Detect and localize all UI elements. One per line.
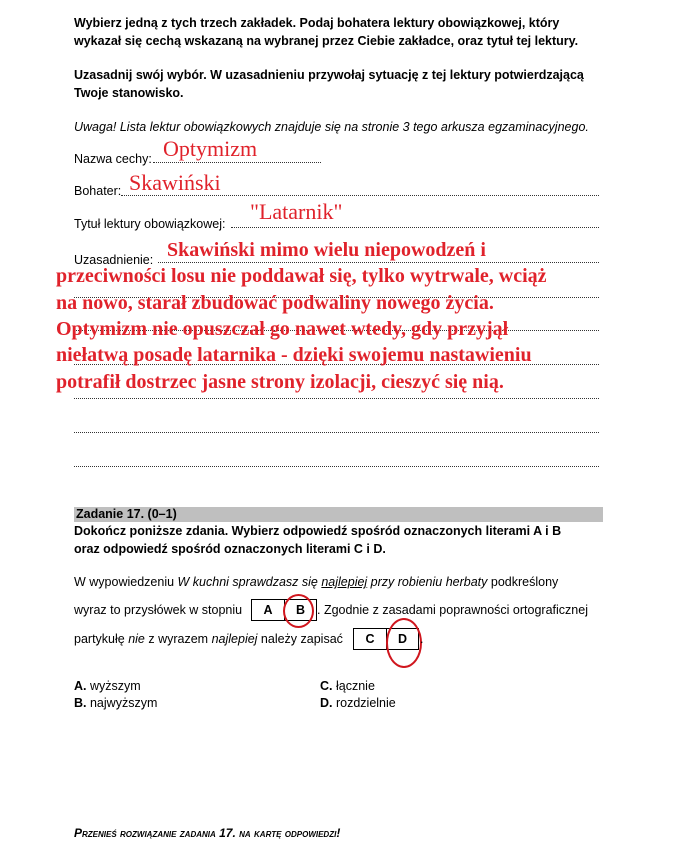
s3-part-b: nie: [128, 632, 145, 646]
s1-part-b: W kuchni sprawdzasz się: [177, 575, 322, 589]
option-d: D. rozdzielnie: [320, 696, 396, 710]
task-17-sentence-1: [74, 573, 558, 591]
justification-line-6: [74, 432, 599, 433]
answer-line-1: Skawiński mimo wielu niepowodzeń i: [167, 239, 486, 261]
task-17-header: Zadanie 17. (0–1): [74, 507, 603, 522]
s1-part-c: najlepiej: [321, 575, 368, 589]
selected-d-circle: [386, 618, 422, 668]
option-a: A. wyższym: [74, 679, 141, 693]
task-17-sentence-2b: . Zgodnie z zasadami poprawności ortograficznej: [317, 603, 588, 617]
hero-label: Bohater:: [74, 184, 122, 198]
s1-part-e: podkreślony: [487, 575, 559, 589]
option-b: B. najwyższym: [74, 696, 158, 710]
title-value: "Latarnik": [250, 199, 343, 224]
hero-value: Skawiński: [129, 170, 221, 195]
s3-part-c: z wyrazem: [144, 632, 212, 646]
s3-part-e: należy zapisać: [257, 632, 343, 646]
justification-line-7: [74, 466, 599, 467]
option-box-d[interactable]: D: [386, 628, 419, 650]
s3-part-a: partykułę: [74, 632, 129, 646]
task-17-sentence-3: [74, 630, 343, 648]
note: Uwaga! Lista lektur obowiązkowych znajduje się na stronie 3 tego arkusza egzaminacyjnego.: [74, 120, 589, 134]
answer-line-6: potrafił dostrzec jasne strony izolacji, cieszyć się nią.: [56, 371, 504, 393]
task-17-instruction-1: Dokończ poniższe zdania. Wybierz odpowiedź spośród oznaczonych literami A i B: [74, 524, 562, 538]
instruction-line-1: Wybierz jedną z tych trzech zakładek. Podaj bohatera lektury obowiązkowej, który: [74, 16, 560, 30]
footer-note: Przenieś rozwiązanie zadania 17. na kartę odpowiedzi!: [74, 826, 341, 840]
title-label: Tytuł lektury obowiązkowej:: [74, 217, 226, 231]
answer-line-3: na nowo, starał zbudować podwaliny nowego życia.: [56, 292, 494, 314]
selected-b-circle: [283, 594, 314, 628]
trait-label: Nazwa cechy:: [74, 152, 152, 166]
option-box-a[interactable]: A: [251, 599, 285, 621]
answer-line-2: przeciwności losu nie poddawał się, tylko wytrwale, wciąż: [56, 265, 547, 287]
s3-part-d: najlepiej: [211, 632, 258, 646]
trait-value: Optymizm: [163, 136, 258, 161]
justification-line-5: [74, 398, 599, 399]
trait-field-line: [153, 162, 321, 163]
instruction-line-2: wykazał się cechą wskazaną na wybranej przez Ciebie zakładce, oraz tytuł tej lektury.: [74, 34, 579, 48]
answer-line-5: niełatwą posadę latarnika - dzięki swojemu nastawieniu: [56, 344, 532, 366]
sentence-3-period: .: [420, 632, 424, 646]
justification-label: Uzasadnienie:: [74, 253, 154, 267]
task-17-sentence-2: wyraz to przysłówek w stopniu: [74, 603, 243, 617]
title-field-line: [231, 227, 599, 228]
s1-part-d: przy robieniu herbaty: [367, 575, 488, 589]
option-box-b[interactable]: B: [284, 599, 317, 621]
s1-part-a: W wypowiedzeniu: [74, 575, 178, 589]
answer-line-4: Optymizm nie opuszczał go nawet wtedy, gdy przyjął: [56, 318, 509, 340]
task-17-instruction-2: oraz odpowiedź spośród oznaczonych literami C i D.: [74, 542, 386, 556]
instruction-line-3: Uzasadnij swój wybór. W uzasadnieniu przywołaj sytuację z tej lektury potwierdzającą: [74, 68, 584, 82]
option-c: C. łącznie: [320, 679, 375, 693]
instruction-line-4: Twoje stanowisko.: [74, 86, 184, 100]
option-box-c[interactable]: C: [353, 628, 387, 650]
